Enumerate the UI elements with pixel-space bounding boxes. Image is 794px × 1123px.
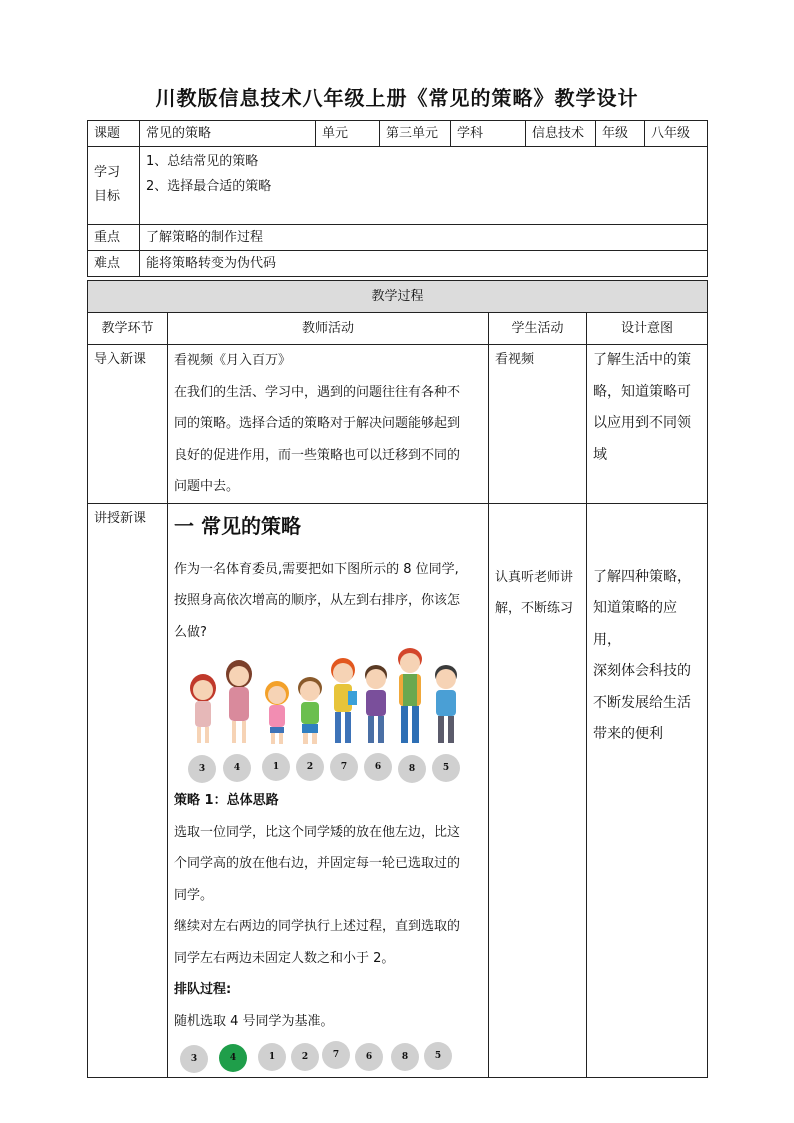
text-line: 同学。 bbox=[174, 887, 214, 903]
lecture-stage: 讲授新课 bbox=[88, 503, 168, 1078]
queue-number-circle: 5 bbox=[424, 1042, 452, 1070]
text-line: 以应用到不同领 bbox=[593, 415, 691, 431]
student-number-circle: 2 bbox=[296, 753, 324, 781]
queue-number-row bbox=[174, 1043, 464, 1077]
lecture-student bbox=[489, 503, 587, 1078]
text-line: 深刻体会科技的 bbox=[593, 663, 691, 679]
unit-value: 第三单元 bbox=[380, 121, 451, 147]
text-line: 了解四种策略， bbox=[593, 568, 691, 585]
subject-label: 学科 bbox=[451, 121, 526, 147]
text-line: 略，知道策略可 bbox=[593, 383, 691, 400]
intro-student: 看视频 bbox=[489, 345, 587, 504]
goal-item: 1、总结常见的策略 bbox=[146, 154, 259, 169]
info-table bbox=[87, 120, 708, 277]
subject-value: 信息技术 bbox=[526, 121, 596, 147]
text-line: 解，不断练习 bbox=[495, 601, 574, 616]
text-line: 知道策略的应用， bbox=[593, 600, 677, 648]
queue-number-circle: 3 bbox=[180, 1045, 208, 1073]
student-figure bbox=[360, 663, 392, 747]
text-line: 同的策略。选择合适的策略对于解决问题能够起到 bbox=[174, 416, 461, 431]
course-value: 常见的策略 bbox=[140, 121, 316, 147]
text-line: 个同学高的放在他右边，并固定每一轮已选取过的 bbox=[174, 856, 461, 871]
text-line: 良好的促进作用，而一些策略也可以迁移到不同的 bbox=[174, 447, 461, 463]
goals-label bbox=[88, 147, 140, 225]
process-table bbox=[87, 280, 708, 1078]
goals-label-line: 学习 bbox=[94, 165, 121, 180]
intro-stage: 导入新课 bbox=[88, 345, 168, 504]
student-number-circle: 7 bbox=[330, 753, 358, 781]
text-line: 了解生活中的策 bbox=[593, 352, 691, 368]
student-figure bbox=[430, 663, 462, 747]
queue-number-circle: 7 bbox=[322, 1041, 350, 1069]
text-line: 同学左右两边未固定人数之和小于 2。 bbox=[174, 950, 395, 966]
student-number-circle: 1 bbox=[262, 753, 290, 781]
text-line: 认真听老师讲 bbox=[495, 569, 574, 585]
text-line: 在我们的生活、学习中，遇到的问题往往有各种不 bbox=[174, 384, 461, 400]
queue-number-circle: 6 bbox=[355, 1043, 383, 1071]
queue-number-circle: 8 bbox=[391, 1043, 419, 1071]
difficult-label: 难点 bbox=[88, 251, 140, 277]
queue-title: 排队过程: bbox=[174, 982, 232, 997]
text-line: 域 bbox=[593, 446, 607, 463]
student-figure bbox=[392, 647, 428, 747]
text-line: 按照身高依次增高的顺序，从左到右排序，你该怎 bbox=[174, 593, 461, 608]
text-line: 选取一位同学，比这个同学矮的放在他左边，比这 bbox=[174, 824, 461, 840]
student-figure bbox=[262, 679, 292, 747]
column-header: 教学环节 bbox=[88, 313, 168, 345]
student-figure bbox=[326, 657, 360, 747]
text-line: 看视频《月入百万》 bbox=[174, 353, 292, 368]
goal-item: 2、选择最合适的策略 bbox=[146, 179, 272, 194]
intro-intent bbox=[587, 345, 708, 504]
student-number-circle: 4 bbox=[223, 754, 251, 782]
text-line: 继续对左右两边的同学执行上述过程，直到选取的 bbox=[174, 919, 461, 934]
student-number-circle: 5 bbox=[432, 754, 460, 782]
intro-teacher bbox=[168, 345, 489, 504]
unit-label: 单元 bbox=[316, 121, 380, 147]
difficult-value: 能将策略转变为伪代码 bbox=[140, 251, 708, 277]
strategy-title: 策略 1：总体思路 bbox=[174, 793, 279, 808]
student-number-circle: 6 bbox=[364, 753, 392, 781]
key-label: 重点 bbox=[88, 225, 140, 251]
key-value: 了解策略的制作过程 bbox=[140, 225, 708, 251]
queue-number-circle-selected: 4 bbox=[219, 1044, 247, 1072]
page-title: 川教版信息技术八年级上册《常见的策略》教学设计 bbox=[155, 86, 639, 110]
column-header: 设计意图 bbox=[587, 313, 708, 345]
text-line: 作为一名体育委员,需要把如下图所示的 8 位同学, bbox=[174, 561, 459, 577]
queue-number-circle: 1 bbox=[258, 1043, 286, 1071]
student-number-circle: 3 bbox=[188, 755, 216, 783]
student-figure bbox=[294, 675, 326, 747]
text-line: 随机选取 4 号同学为基准。 bbox=[174, 1013, 334, 1029]
process-header: 教学过程 bbox=[88, 281, 708, 313]
student-figure bbox=[220, 659, 258, 747]
grade-value: 八年级 bbox=[645, 121, 708, 147]
column-header: 学生活动 bbox=[489, 313, 587, 345]
goals-value bbox=[140, 147, 708, 225]
grade-label: 年级 bbox=[596, 121, 645, 147]
goals-label-line: 目标 bbox=[94, 189, 121, 204]
course-label: 课题 bbox=[88, 121, 140, 147]
text-line: 么做? bbox=[174, 624, 207, 640]
text-line: 问题中去。 bbox=[174, 479, 240, 494]
queue-number-circle: 2 bbox=[291, 1043, 319, 1071]
text-line: 带来的便利 bbox=[593, 726, 663, 742]
section-title: 一 常见的策略 bbox=[174, 513, 301, 538]
text-line: 不断发展给生活 bbox=[593, 694, 691, 711]
column-header: 教师活动 bbox=[168, 313, 489, 345]
student-number-row bbox=[174, 753, 464, 787]
students-illustration bbox=[174, 658, 464, 753]
student-figure bbox=[186, 672, 220, 747]
student-number-circle: 8 bbox=[398, 755, 426, 783]
lecture-intent bbox=[587, 503, 708, 1078]
lecture-teacher bbox=[168, 503, 489, 1078]
